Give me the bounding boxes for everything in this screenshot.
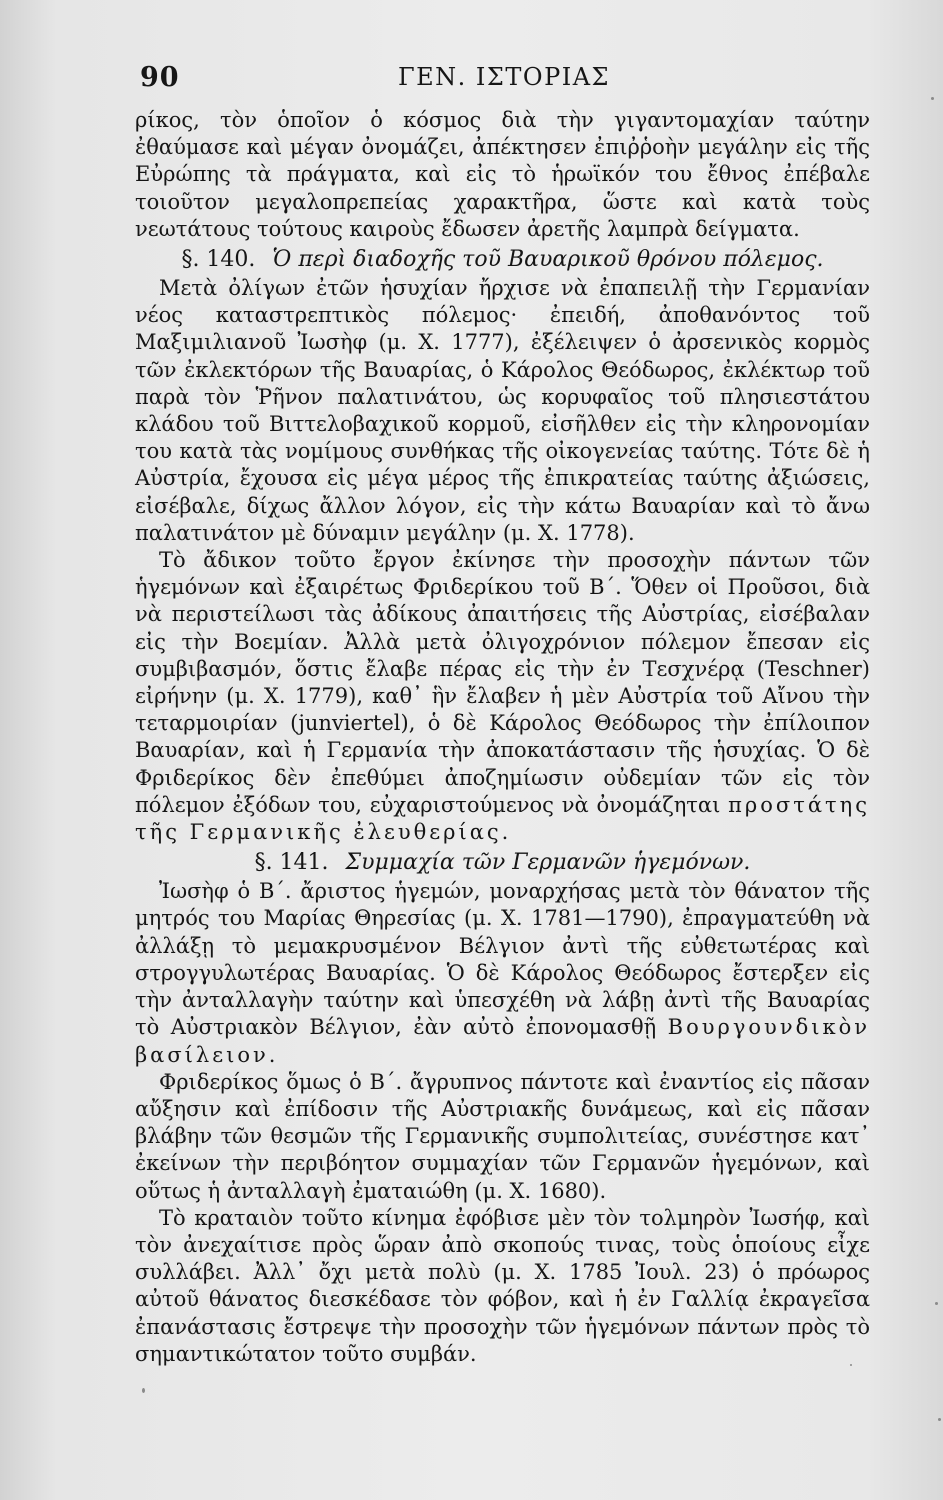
running-title: ΓΕΝ. ΙΣΤΟΡΙΑΣ: [398, 63, 610, 91]
section-140-number: §. 140.: [181, 247, 256, 273]
section-140-paragraph-2: [135, 547, 870, 846]
section-141-paragraph-1: [135, 878, 870, 1068]
section-140-heading: [135, 245, 870, 274]
paper-speck: [850, 1364, 852, 1366]
paper-speck: [935, 1302, 938, 1305]
spaced-emphasis-kingdom: Βουργουνδικὸν βασίλειον.: [135, 1015, 870, 1067]
page-header: [140, 62, 868, 98]
body-text: [135, 107, 870, 1368]
section-141-paragraph-3: Τὸ κραταιὸν τοῦτο κίνημα ἐφόβισε μὲν τὸν τολμηρὸν Ἰωσήφ, καὶ τὸν ἀνεχαίτισε πρὸς ὥραν ἀπὸ σκοπούς τινας, τοὺς ὁποίους εἶχε συλλάβει. Ἀλλ᾽ ὄχι μετὰ πολὺ (μ. Χ. 1785 Ἰουλ. 23) ὁ πρόωρος αὐτοῦ θάνατος διεσκέδασε τὸν φόβον, καὶ ἡ ἐν Γαλλίᾳ ἐκραγεῖσα ἐπανάστασις ἔστρεψε τὴν προσοχὴν τῶν ἡγεμόνων πάντων πρὸς τὸ σημαντικώτατον τοῦτο συμβάν.: [135, 1205, 870, 1366]
paper-speck: [931, 97, 934, 100]
intro-paragraph: ρίκος, τὸν ὁποῖον ὁ κόσμος διὰ τὴν γιγαντομαχίαν ταύτην ἐθαύμασε καὶ μέγαν ὀνομάζει, ἀπέκτησεν ἐπιῤῥοὴν μεγάλην εἰς τῆς Εὐρώπης τὰ πράγματα, καὶ εἰς τὸ ἡρωϊκόν του ἔθνος ἐπέβαλε τοιοῦτον μεγαλοπρεπείας χαρακτῆρα, ὥστε καὶ κατὰ τοὺς νεωτάτους τούτους καιροὺς ἔδωσεν ἀρετῆς λαμπρὰ δείγματα.: [135, 108, 870, 241]
section-141-paragraph-1-text: Ἰωσὴφ ὁ Β΄. ἄριστος ἡγεμών, μοναρχήσας μετὰ τὸν θάνατον τῆς μητρός του Μαρίας Θηρεσίας (μ. Χ. 1781—1790), ἐπραγματεύθη νὰ ἀλλάξῃ τὸ μεμακρυσμένον Βέλγιον ἀντὶ τῆς εὐθετωτέρας καὶ στρογγυλωτέρας Βαυαρίας. Ὁ δὲ Κάρολος Θεόδωρος ἔστερξεν εἰς τὴν ἀνταλλαγὴν ταύτην καὶ ὑπεσχέθη νὰ λάβῃ ἀντὶ τῆς Βαυαρίας τὸ Αὐστριακὸν Βέλγιον, ἐὰν αὐτὸ ἐπονομασθῇ: [135, 879, 870, 1040]
section-140-title: Ὁ περὶ διαδοχῆς τοῦ Βαυαρικοῦ θρόνου πόλεμος.: [272, 247, 824, 273]
page-number: 90: [140, 62, 180, 93]
section-140-paragraph-1: Μετὰ ὀλίγων ἐτῶν ἡσυχίαν ἤρχισε νὰ ἐπαπειλῇ τὴν Γερμανίαν νέος καταστρεπτικὸς πόλεμος· ἐπειδή, ἀποθανόντος τοῦ Μαξιμιλιανοῦ Ἰωσὴφ (μ. Χ. 1777), ἐξέλειψεν ὁ ἀρσενικὸς κορμὸς τῶν ἐκλεκτόρων τῆς Βαυαρίας, ὁ Κάρολος Θεόδωρος, ἐκλέκτωρ τοῦ παρὰ τὸν Ῥῆνον παλατινάτου, ὡς κορυφαῖος τοῦ πλησιεστάτου κλάδου τοῦ Βιττελοβαχικοῦ κορμοῦ, εἰσῆλθεν εἰς τὴν κληρονομίαν του κατὰ τὰς νομίμους συνθήκας τῆς οἰκογενείας ταύτης. Τότε δὲ ἡ Αὐστρία, ἔχουσα εἰς μέγα μέρος τῆς ἐπικρατείας ταύτης ἀξιώσεις, εἰσέβαλε, δίχως ἄλλον λόγον, εἰς τὴν κάτω Βαυαρίαν καὶ τὸ ἄνω παλατινάτον μὲ δύναμιν μεγάλην (μ. Χ. 1778).: [135, 276, 870, 545]
section-141-title: Συμμαχία τῶν Γερμανῶν ἡγεμόνων.: [345, 850, 751, 876]
paper-speck: [938, 1418, 941, 1421]
section-141-number: §. 141.: [254, 850, 329, 876]
section-140-paragraph-2-text: Τὸ ἄδικον τοῦτο ἔργον ἐκίνησε τὴν προσοχὴν πάντων τῶν ἡγεμόνων καὶ ἐξαιρέτως Φριδερίκου τοῦ Β΄. Ὅθεν οἱ Προῦσοι, διὰ νὰ περιστείλωσι τὰς ἀδίκους ἀπαιτήσεις τῆς Αὐστρίας, εἰσέβαλαν εἰς τὴν Βοεμίαν. Ἀλλὰ μετὰ ὀλιγοχρόνιον πόλεμον ἔπεσαν εἰς συμβιβασμόν, ὅστις ἔλαβε πέρας εἰς τὴν ἐν Τεσχνέρᾳ (Teschner) εἰρήνην (μ. Χ. 1779), καθ᾽ ἣν ἔλαβεν ἡ μὲν Αὐστρία τοῦ Αἴνου τὴν τεταρμοιρίαν (junviertel), ὁ δὲ Κάρολος Θεόδωρος τὴν ἐπίλοιπον Βαυαρίαν, καὶ ἡ Γερμανία τὴν ἀποκατάστασιν τῆς ἡσυχίας. Ὁ δὲ Φριδερίκος δὲν ἐπεθύμει ἀποζημίωσιν οὐδεμίαν τῶν εἰς τὸν πόλεμον ἐξόδων του, εὐχαριστούμενος νὰ ὀνομάζηται: [135, 548, 870, 817]
section-141-paragraph-2: Φριδερίκος ὅμως ὁ Β΄. ἄγρυπνος πάντοτε καὶ ἐναντίος εἰς πᾶσαν αὔξησιν καὶ ἐπίδοσιν τῆς Αὐστριακῆς δυνάμεως, καὶ εἰς πᾶσαν βλάβην τῶν θεσμῶν τῆς Γερμανικῆς συμπολιτείας, συνέστησε κατ᾽ ἐκείνων τὴν περιβόητον συμμαχίαν τῶν Γερμανῶν ἡγεμόνων, καὶ οὕτως ἡ ἀνταλλαγὴ ἐματαιώθη (μ. Χ. 1680).: [135, 1069, 870, 1203]
paper-speck: [142, 1388, 145, 1393]
spaced-emphasis-protector: προστάτης τῆς Γερμανικῆς ἐλευθερίας.: [135, 792, 870, 845]
section-141-heading: [135, 848, 870, 877]
